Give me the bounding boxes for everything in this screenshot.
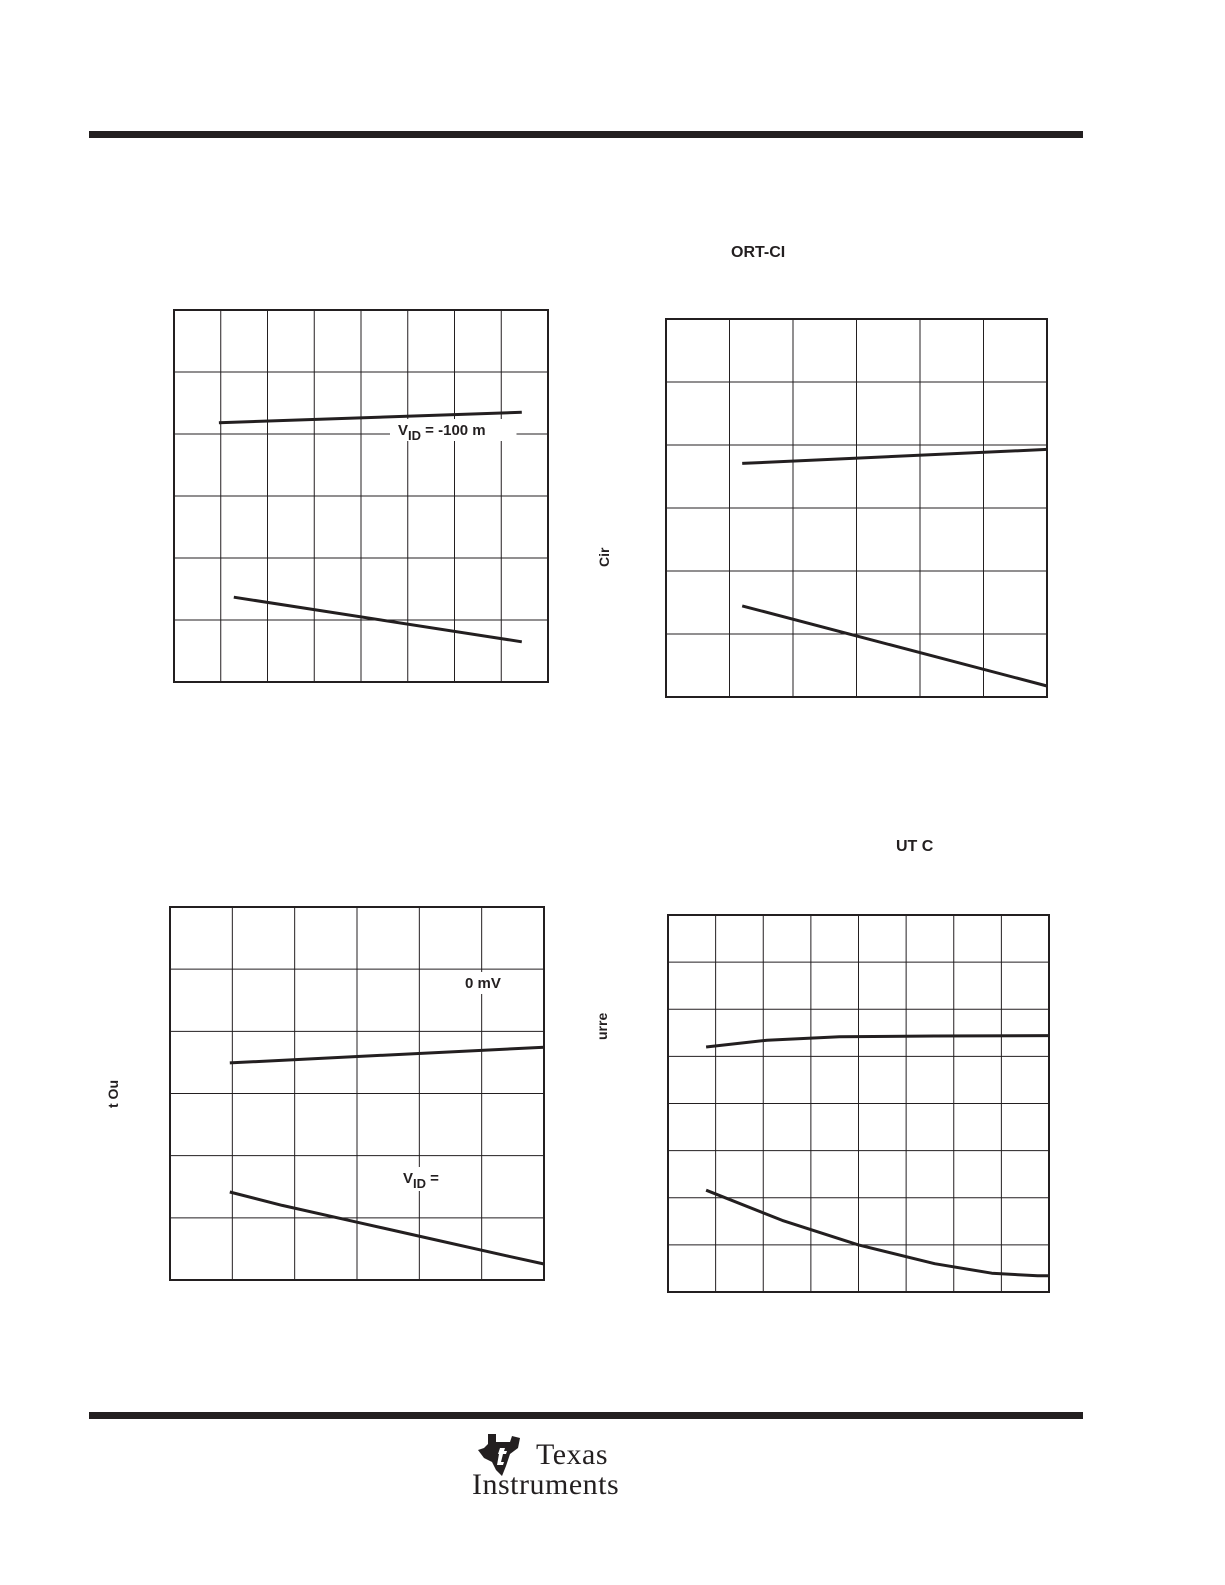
chart-header-fragment-bottom: UT C bbox=[896, 838, 934, 855]
series-line-1 bbox=[742, 449, 1047, 463]
ti-logo bbox=[472, 1432, 682, 1504]
chart-header-fragment: ORT-CI bbox=[731, 244, 786, 261]
series-label-a: VID = -100 m bbox=[398, 422, 486, 443]
series-line-2 bbox=[742, 606, 1047, 686]
logo-word-texas: Texas bbox=[536, 1438, 609, 1471]
series-label-b: VID = bbox=[403, 1170, 439, 1191]
series-label-a: 0 mV bbox=[465, 975, 501, 992]
bottom-rule bbox=[89, 1412, 1083, 1419]
chart-bottom-left bbox=[170, 907, 544, 1280]
series-line-2 bbox=[230, 1192, 544, 1264]
series-line-2 bbox=[706, 1190, 1049, 1276]
y-axis-label-fragment: t Ou bbox=[105, 1080, 121, 1108]
y-axis-label-fragment: urre bbox=[594, 1012, 610, 1040]
series-line-1 bbox=[706, 1036, 1049, 1047]
chart-top-left bbox=[174, 310, 548, 682]
series-line-1 bbox=[230, 1047, 544, 1063]
y-axis-label-fragment: Cir bbox=[596, 547, 612, 567]
chart-top-right bbox=[666, 319, 1047, 697]
logo-word-instruments: Instruments bbox=[472, 1468, 620, 1501]
chart-bottom-right bbox=[668, 915, 1049, 1292]
